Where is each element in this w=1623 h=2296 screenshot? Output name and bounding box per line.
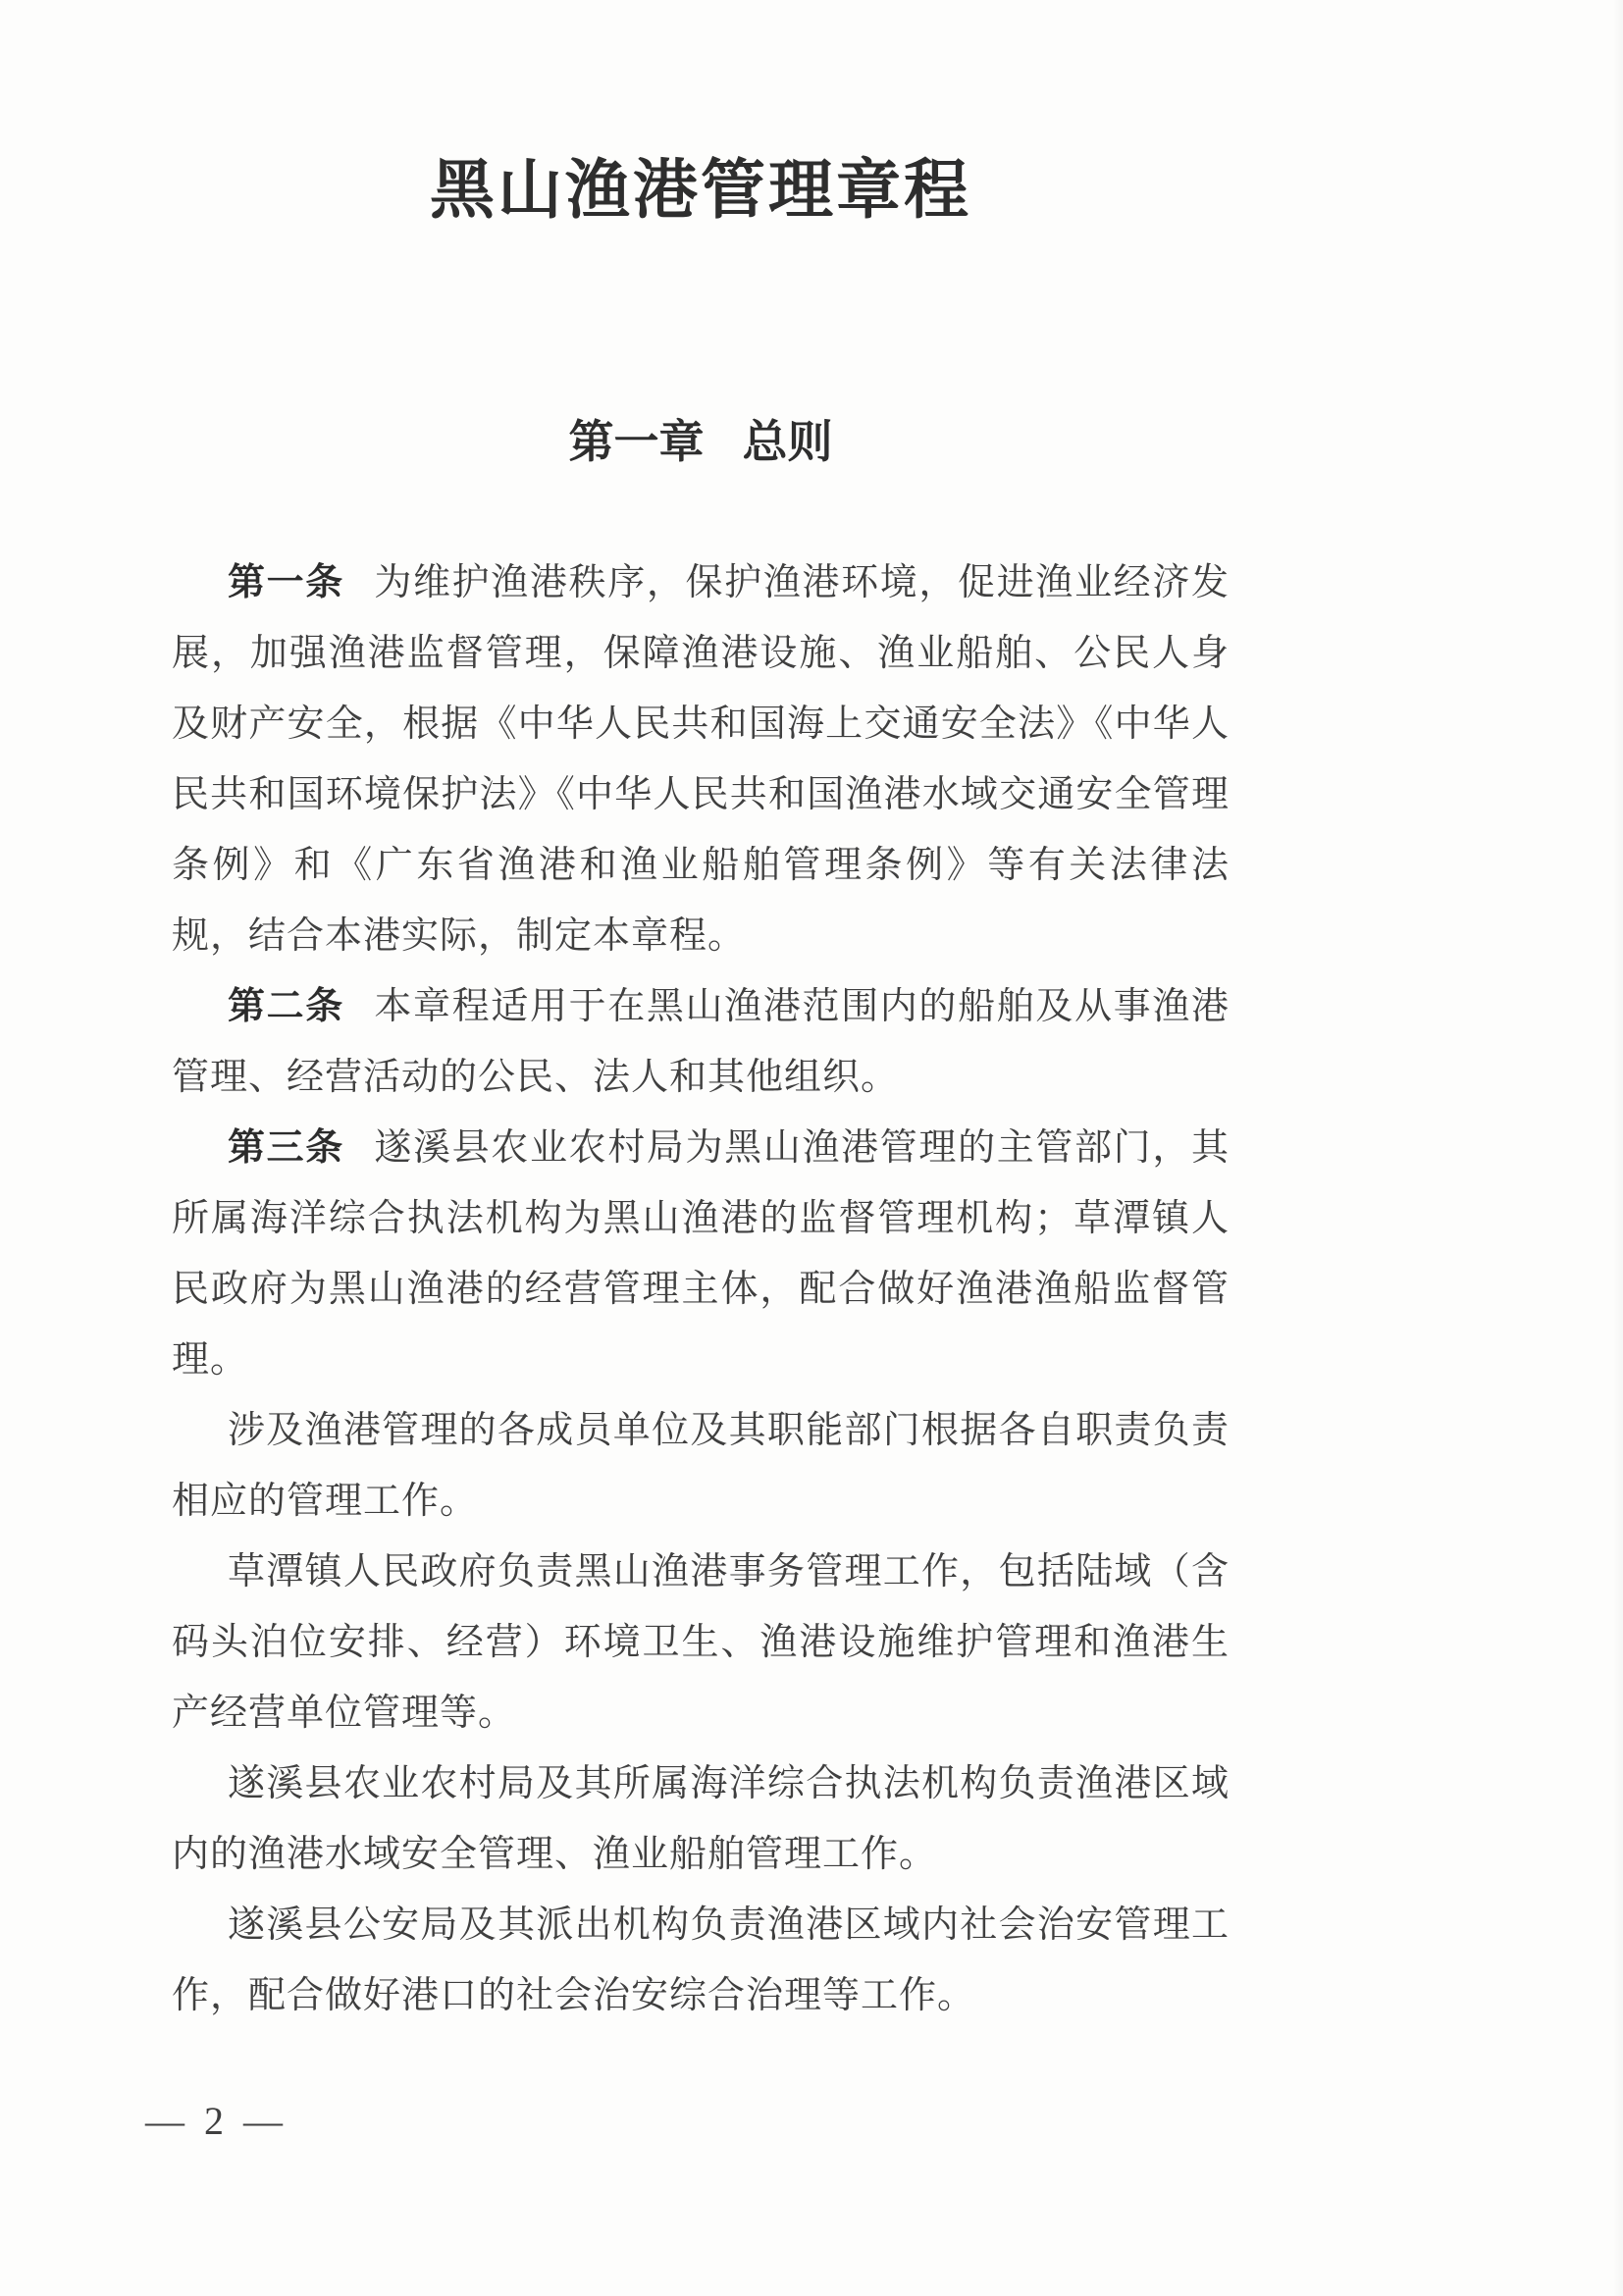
paragraph-4-text: 涉及渔港管理的各成员单位及其职能部门根据各自职责负责相应的管理工作。 <box>172 1410 1230 1522</box>
chapter-name: 总则 <box>742 416 833 467</box>
paragraph-5-text: 草潭镇人民政府负责黑山渔港事务管理工作，包括陆域（含码头泊位安排、经营）环境卫生、渔港设施维护管理和渔港生产经营单位管理等。 <box>172 1551 1230 1734</box>
paragraph-duties-general <box>172 1395 1230 1537</box>
article-3-text: 遂溪县农业农村局为黑山渔港管理的主管部门，其所属海洋综合执法机构为黑山渔港的监督管理机构；草潭镇人民政府为黑山渔港的经营管理主体，配合做好渔港渔船监督管理。 <box>172 1127 1230 1381</box>
paragraph-duties-police <box>172 1890 1230 2031</box>
paragraph-7-text: 遂溪县公安局及其派出机构负责渔港区域内社会治安管理工作，配合做好港口的社会治安综合治理等工作。 <box>172 1905 1230 2016</box>
paragraph-duties-agriculture-bureau <box>172 1748 1230 1890</box>
paragraph-article-3 <box>172 1113 1230 1395</box>
paragraph-duties-township <box>172 1537 1230 1748</box>
document-body <box>172 548 1230 2031</box>
paragraph-article-1 <box>172 548 1230 971</box>
chapter-number: 第一章 <box>568 416 705 467</box>
article-2-text: 本章程适用于在黑山渔港范围内的船舶及从事渔港管理、经营活动的公民、法人和其他组织。 <box>172 986 1230 1098</box>
article-1-label: 第一条 <box>228 562 344 603</box>
article-1-text: 为维护渔港秩序，保护渔港环境，促进渔业经济发展，加强渔港监督管理，保障渔港设施、渔业船舶、公民人身及财产安全，根据《中华人民共和国海上交通安全法》《中华人民共和国环境保护法》《中华人民共和国渔港水域交通安全管理条例》和《广东省渔港和渔业船舶管理条例》等有关法律法规，结合本港实际，制定本章程。 <box>172 562 1230 957</box>
article-3-label: 第三条 <box>228 1127 344 1169</box>
paragraph-6-text: 遂溪县农业农村局及其所属海洋综合执法机构负责渔港区域内的渔港水域安全管理、渔业船舶管理工作。 <box>172 1763 1230 1875</box>
document-title: 黑山渔港管理章程 <box>430 153 971 226</box>
chapter-heading <box>172 410 1230 473</box>
document-content <box>172 145 1230 2031</box>
page-number: — 2 — <box>145 2099 288 2143</box>
paragraph-article-2 <box>172 971 1230 1113</box>
article-2-label: 第二条 <box>228 986 344 1027</box>
